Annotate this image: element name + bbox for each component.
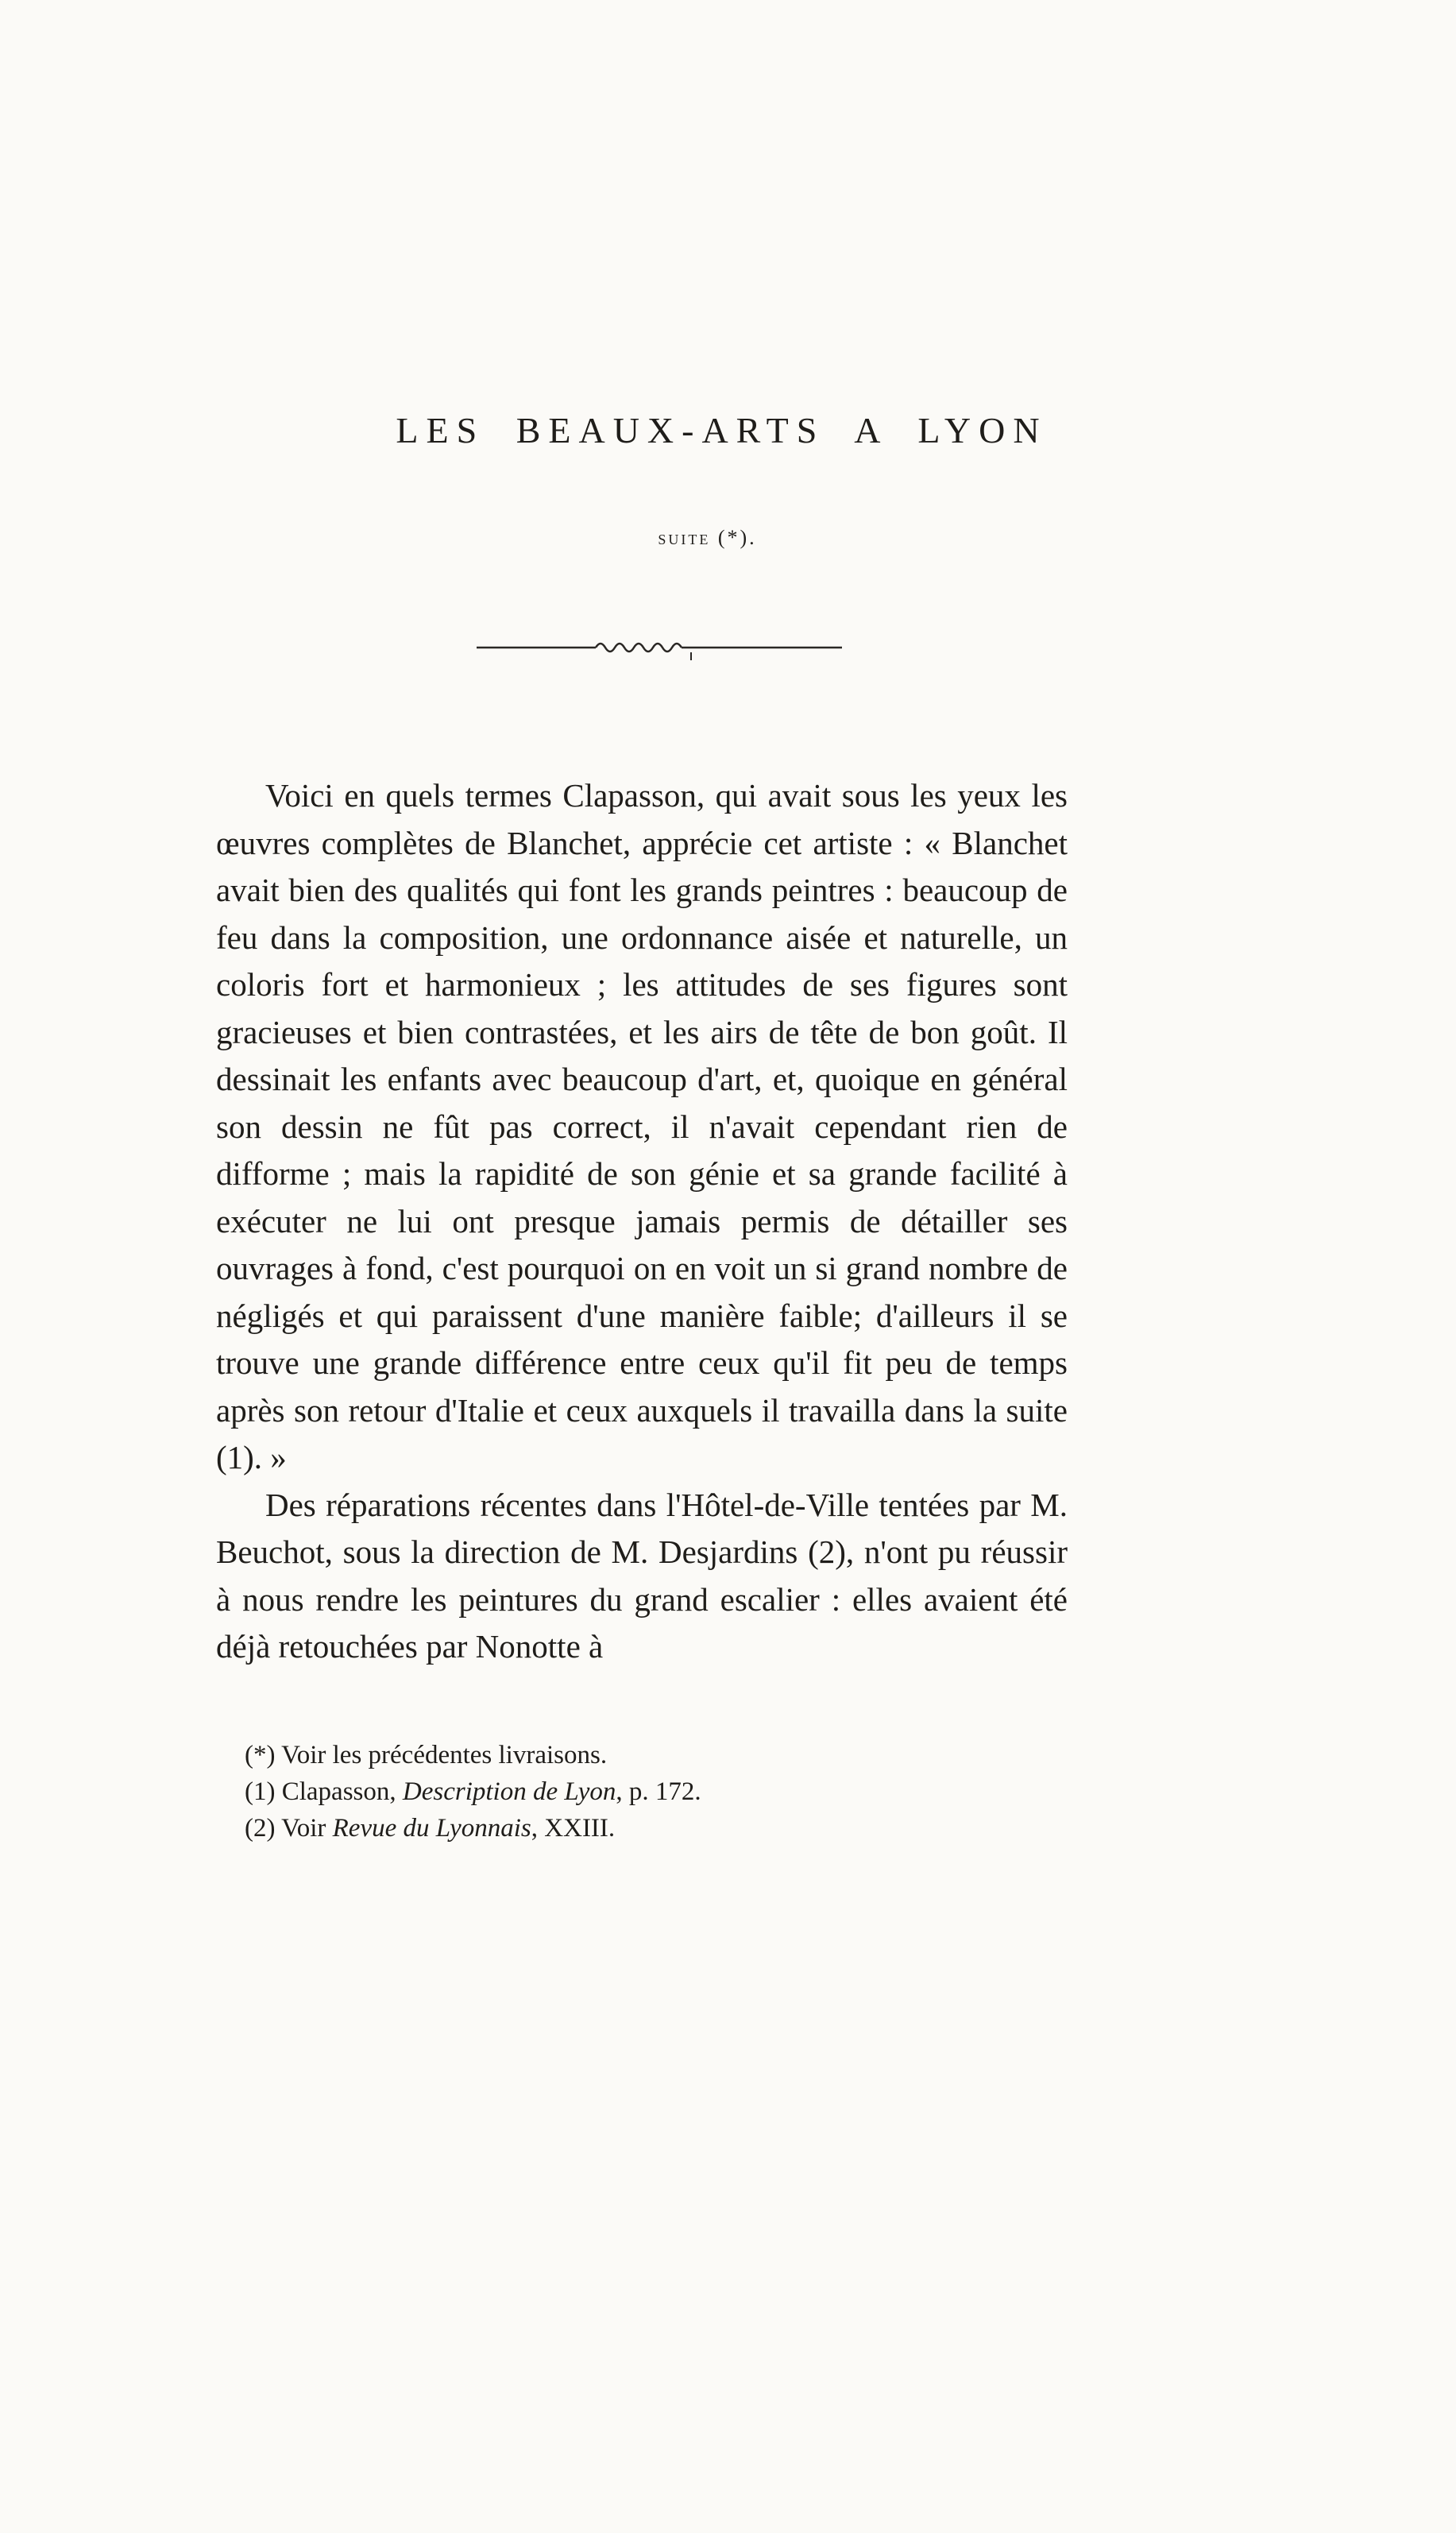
paragraph: Voici en quels termes Clapasson, qui avait sous les yeux les œuvres complètes de Blanchet, apprécie cet artiste : « Blanchet avait bien des qualités qui font les grands peintres : beaucoup de feu dans la composition, une ordonnance aisée et naturelle, un coloris fort et harmonieux ; les attitudes de ses figures sont gracieuses et bien contrastées, et les airs de tête de bon goût. Il dessinait les enfants avec beaucoup d'art, et, quoique en général son dessin ne fût pas correct, il n'avait cependant rien de difforme ; mais la rapidité de son génie et sa grande facilité à exécuter ne lui ont presque jamais permis de détailler ses ouvrages à fond, c'est pourquoi on en voit un si grand nombre de négligés et qui paraissent d'une manière faible; d'ailleurs il se trouve une grande différence entre ceux qu'il fit peu de temps après son retour d'Italie et ceux auxquels il travailla dans la suite (1). » [216,777,1068,1475]
footnote-text: Voir les précédentes livraisons. [281,1741,608,1769]
footnote-text-tail: , XXIII. [531,1814,616,1843]
footnote-mark: (1) [245,1777,276,1806]
footnote-mark: (2) [245,1814,276,1843]
footnote-text: Voir [281,1814,326,1843]
footnotes [245,1737,1039,1847]
footnote [245,1737,1039,1773]
footnote-italic-title: Description de Lyon [402,1777,616,1806]
chapter-subtitle [0,526,1435,550]
footnote [245,1810,1039,1847]
subtitle-word: SUITE [658,532,711,547]
footnote-text-tail: , p. 172. [616,1777,701,1806]
footnote [245,1773,1039,1810]
main-text [216,772,1068,1671]
chapter-title: LES BEAUX-ARTS A LYON [396,410,1048,451]
footnote-text: Clapasson, [281,1777,396,1806]
paragraph: Des réparations récentes dans l'Hôtel-de-Ville tentées par M. Beuchot, sous la direction de M. Desjardins (2), n'ont pu réussir à nous rendre les peintures du grand escalier : elles avaient été déjà retouchées par Nonotte à [216,1486,1068,1665]
ornament-divider-icon [477,632,842,671]
subtitle-footnote-mark: (*). [717,526,757,549]
footnote-italic-title: Revue du Lyonnais [332,1814,531,1843]
footnote-mark: (*) [245,1741,276,1769]
